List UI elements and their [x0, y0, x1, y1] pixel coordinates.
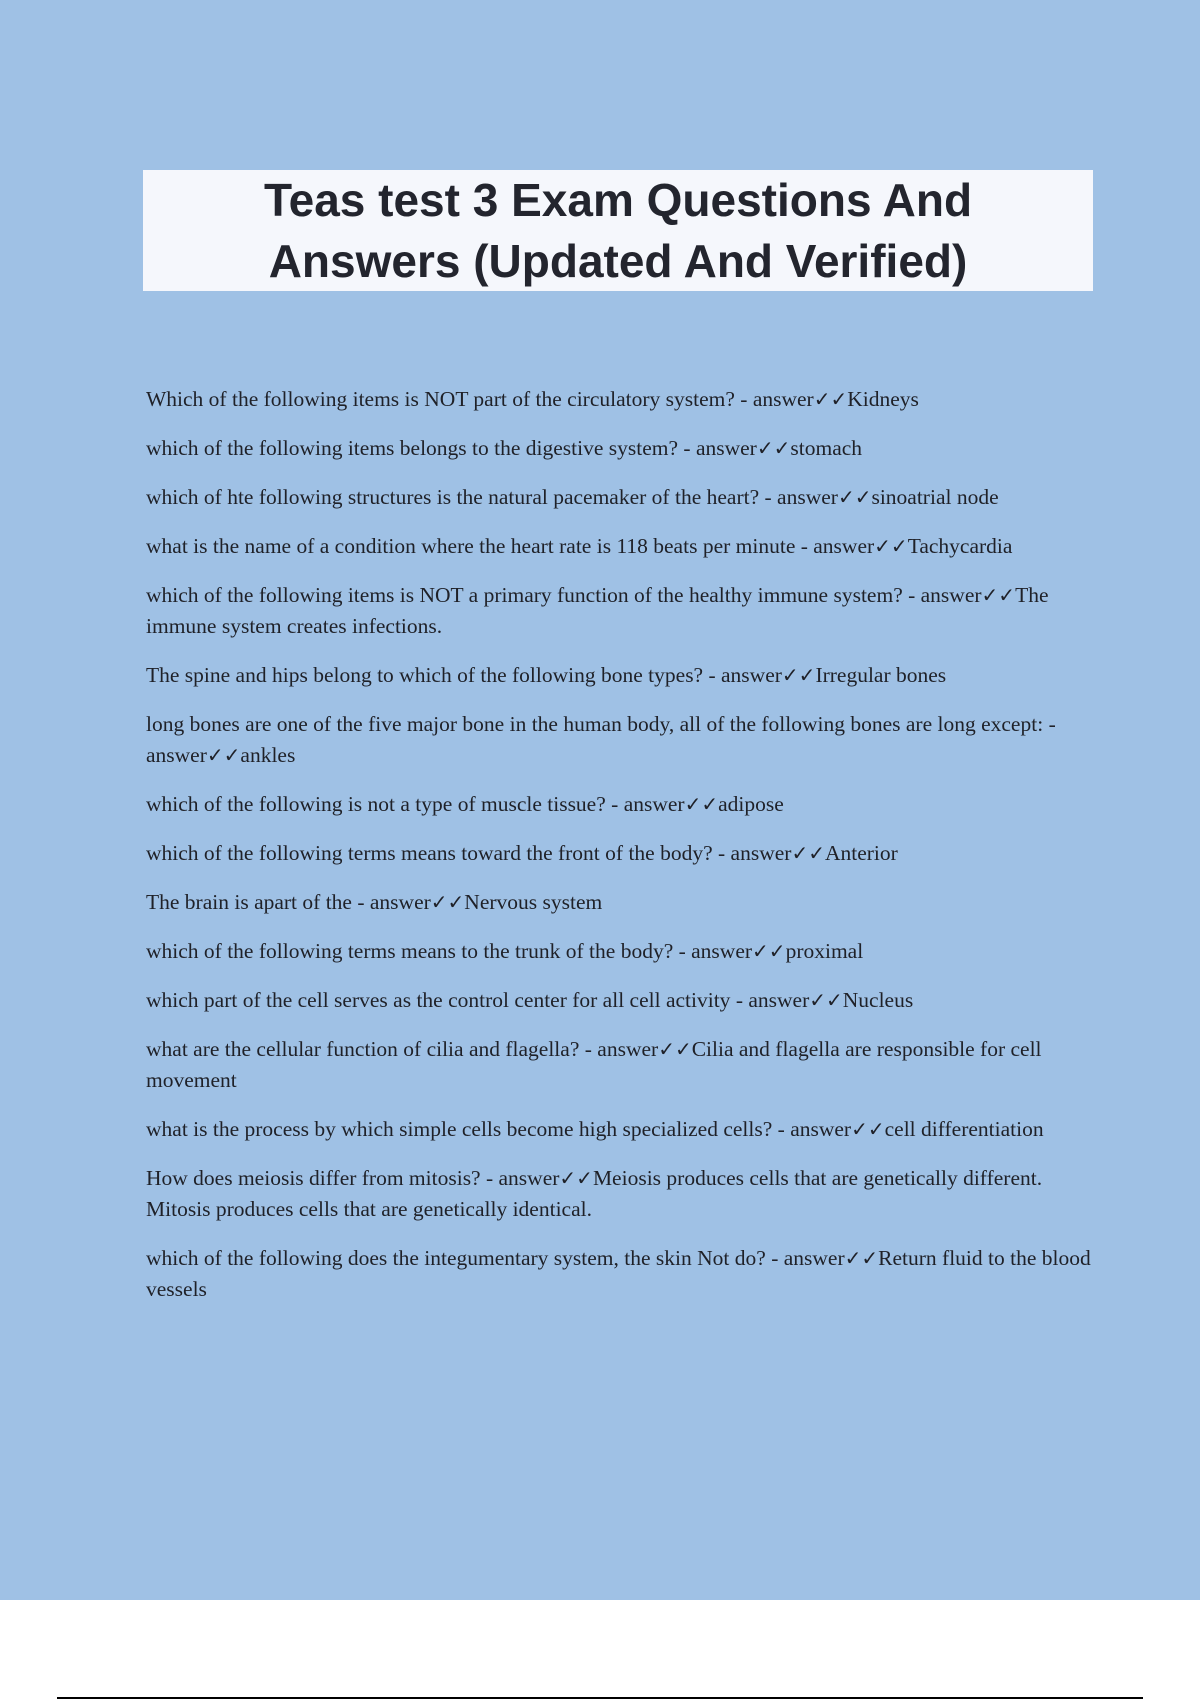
double-check-icon: ✓✓: [756, 436, 791, 460]
qa-item: [146, 482, 1094, 513]
double-check-icon: ✓✓: [430, 890, 465, 914]
question-text: The brain is apart of the: [146, 890, 352, 914]
question-text: which of hte following structures is the natural pacemaker of the heart?: [146, 485, 760, 509]
answer-text: proximal: [785, 939, 864, 963]
qa-list: [146, 384, 1094, 1323]
question-text: what are the cellular function of cilia and flagella?: [146, 1037, 580, 1061]
answer-text: ankles: [240, 743, 296, 767]
qa-item: [146, 660, 1094, 691]
double-check-icon: ✓✓: [809, 988, 843, 1012]
document-title: Teas test 3 Exam Questions And Answers (Updated And Verified): [263, 173, 973, 287]
double-check-icon: ✓✓: [791, 841, 825, 865]
answer-text: Irregular bones: [815, 663, 947, 687]
qa-item: [146, 384, 1094, 415]
answer-separator: - answer: [734, 387, 814, 411]
qa-item: [146, 433, 1094, 464]
question-text: which of the following terms means to the trunk of the body?: [146, 939, 674, 963]
question-text: which of the following does the integumentary system, the skin Not do?: [146, 1246, 766, 1270]
double-check-icon: ✓✓: [813, 387, 848, 411]
answer-text: Nucleus: [842, 988, 914, 1012]
question-text: long bones are one of the five major bone in the human body, all of the following bones are long except:: [146, 712, 1044, 736]
answer-text: sinoatrial node: [871, 485, 999, 509]
question-text: which of the following terms means toward the front of the body?: [146, 841, 713, 865]
answer-separator: - answer: [730, 988, 810, 1012]
question-text: what is the name of a condition where the heart rate is 118 beats per minute: [146, 534, 796, 558]
qa-item: [146, 936, 1094, 967]
answer-separator: - answer: [480, 1166, 560, 1190]
answer-separator: - answer: [673, 939, 753, 963]
answer-separator: - answer: [605, 792, 685, 816]
answer-text: adipose: [718, 792, 784, 816]
answer-separator: - answer: [772, 1117, 852, 1141]
answer-separator: - answer: [759, 485, 838, 509]
question-text: which part of the cell serves as the control center for all cell activity: [146, 988, 731, 1012]
question-text: what is the process by which simple cells become high specialized cells?: [146, 1117, 773, 1141]
question-text: Which of the following items is NOT part of the circulatory system?: [146, 387, 735, 411]
double-check-icon: ✓✓: [752, 939, 786, 963]
qa-item: [146, 1243, 1094, 1305]
answer-text: Cilia and flagella are responsible for cell movement: [146, 1037, 1042, 1092]
double-check-icon: ✓✓: [874, 534, 908, 558]
question-text: which of the following items is NOT a primary function of the healthy immune system?: [146, 583, 903, 607]
answer-text: Return fluid to the blood vessels: [146, 1246, 1091, 1301]
qa-item: [146, 1034, 1094, 1096]
question-text: which of the following is not a type of muscle tissue?: [146, 792, 606, 816]
answer-separator: - answer: [703, 663, 782, 687]
question-text: The spine and hips belong to which of the following bone types?: [146, 663, 704, 687]
double-check-icon: ✓✓: [559, 1166, 593, 1190]
qa-item: [146, 985, 1094, 1016]
double-check-icon: ✓✓: [658, 1037, 692, 1061]
answer-separator: - answer: [351, 890, 431, 914]
qa-item: [146, 838, 1094, 869]
question-text: How does meiosis differ from mitosis?: [146, 1166, 481, 1190]
footer-divider: [57, 1697, 1143, 1699]
answer-separator: - answer: [579, 1037, 659, 1061]
qa-item: [146, 789, 1094, 820]
answer-separator: - answer: [795, 534, 875, 558]
double-check-icon: ✓✓: [844, 1246, 879, 1270]
answer-text: Nervous system: [464, 890, 603, 914]
qa-item: [146, 709, 1094, 771]
answer-text: Kidneys: [847, 387, 919, 411]
answer-text: Meiosis produces cells that are genetically different. Mitosis produces cells that are genetically identical.: [146, 1166, 1043, 1221]
answer-text: Tachycardia: [907, 534, 1013, 558]
question-text: which of the following items belongs to the digestive system?: [146, 436, 679, 460]
answer-text: Anterior: [824, 841, 898, 865]
answer-separator: - answer: [146, 712, 1056, 767]
answer-separator: - answer: [902, 583, 982, 607]
answer-separator: - answer: [678, 436, 757, 460]
qa-item: [146, 580, 1094, 642]
double-check-icon: ✓✓: [781, 663, 816, 687]
qa-item: [146, 887, 1094, 918]
answer-text: The immune system creates infections.: [146, 583, 1049, 638]
qa-item: [146, 531, 1094, 562]
answer-text: stomach: [790, 436, 863, 460]
qa-item: [146, 1114, 1094, 1145]
qa-item: [146, 1163, 1094, 1225]
double-check-icon: ✓✓: [851, 1117, 885, 1141]
double-check-icon: ✓✓: [837, 485, 872, 509]
answer-separator: - answer: [765, 1246, 845, 1270]
answer-text: cell differentiation: [884, 1117, 1044, 1141]
answer-separator: - answer: [712, 841, 792, 865]
title-box: [143, 170, 1093, 291]
double-check-icon: ✓✓: [981, 583, 1016, 607]
double-check-icon: ✓✓: [684, 792, 719, 816]
double-check-icon: ✓✓: [206, 743, 241, 767]
